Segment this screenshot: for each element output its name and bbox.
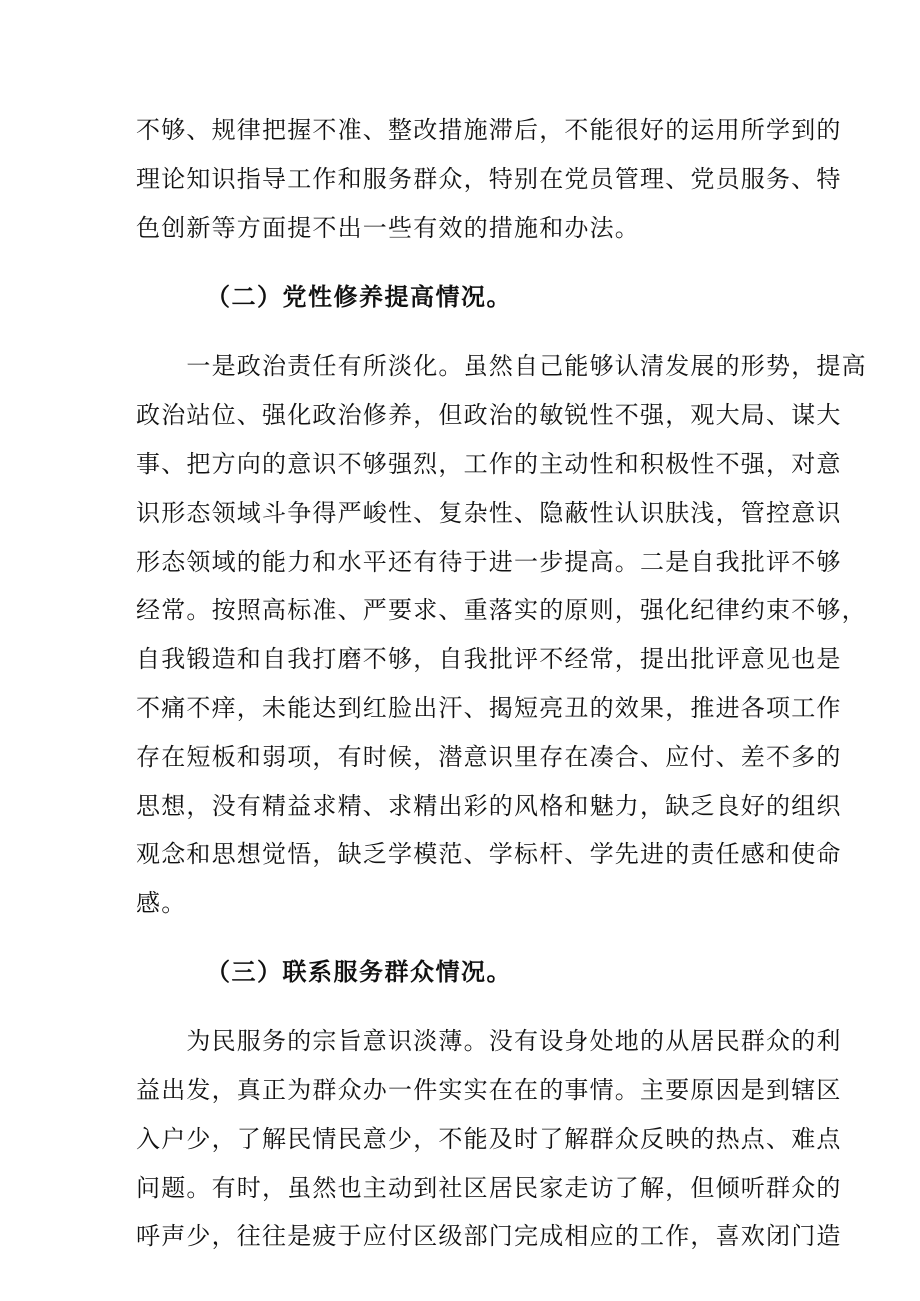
paragraph-line: 不痛不痒，未能达到红脸出汗、揭短亮丑的效果，推进各项工作: [136, 694, 842, 722]
paragraph-line: 不够、规律把握不准、整改措施滞后，不能很好的运用所学到的: [136, 116, 842, 144]
paragraph-line: 经常。按照高标准、严要求、重落实的原则，强化纪律约束不够，: [136, 596, 867, 624]
paragraph-line: 自我锻造和自我打磨不够，自我批评不经常，提出批评意见也是: [136, 645, 842, 673]
paragraph-line: 观念和思想觉悟，缺乏学模范、学标杆、学先进的责任感和使命: [136, 840, 842, 868]
paragraph-line: 色创新等方面提不出一些有效的措施和办法。: [136, 214, 640, 242]
paragraph-line: 为民服务的宗旨意识淡薄。没有设身处地的从居民群众的利: [136, 1027, 842, 1055]
section-heading-party-cultivation: （二）党性修养提高情况。: [206, 282, 512, 311]
paragraph-line: 理论知识指导工作和服务群众，特别在党员管理、党员服务、特: [136, 165, 842, 193]
paragraph-line: 问题。有时，虽然也主动到社区居民家走访了解，但倾听群众的: [136, 1174, 842, 1202]
paragraph-line: 呼声少，往往是疲于应付区级部门完成相应的工作，喜欢闭门造: [136, 1222, 842, 1250]
paragraph-line: 一是政治责任有所淡化。虽然自己能够认清发展的形势，提高: [136, 352, 867, 380]
paragraph-line: 事、把方向的意识不够强烈，工作的主动性和积极性不强，对意: [136, 450, 842, 478]
paragraph-line: 形态领域的能力和水平还有待于进一步提高。二是自我批评不够: [136, 548, 842, 576]
paragraph-line: 思想，没有精益求精、求精出彩的风格和魅力，缺乏良好的组织: [136, 792, 842, 820]
paragraph-line: 益出发，真正为群众办一件实实在在的事情。主要原因是到辖区: [136, 1076, 842, 1104]
paragraph-line: 感。: [136, 889, 187, 917]
paragraph-line: 识形态领域斗争得严峻性、复杂性、隐蔽性认识肤浅，管控意识: [136, 499, 842, 527]
paragraph-line: 入户少，了解民情民意少，不能及时了解群众反映的热点、难点: [136, 1125, 842, 1153]
paragraph-line: 政治站位、强化政治修养，但政治的敏锐性不强，观大局、谋大: [136, 401, 842, 429]
paragraph-line: 存在短板和弱项，有时候，潜意识里存在凑合、应付、差不多的: [136, 743, 842, 771]
section-heading-serving-masses: （三）联系服务群众情况。: [206, 957, 512, 986]
